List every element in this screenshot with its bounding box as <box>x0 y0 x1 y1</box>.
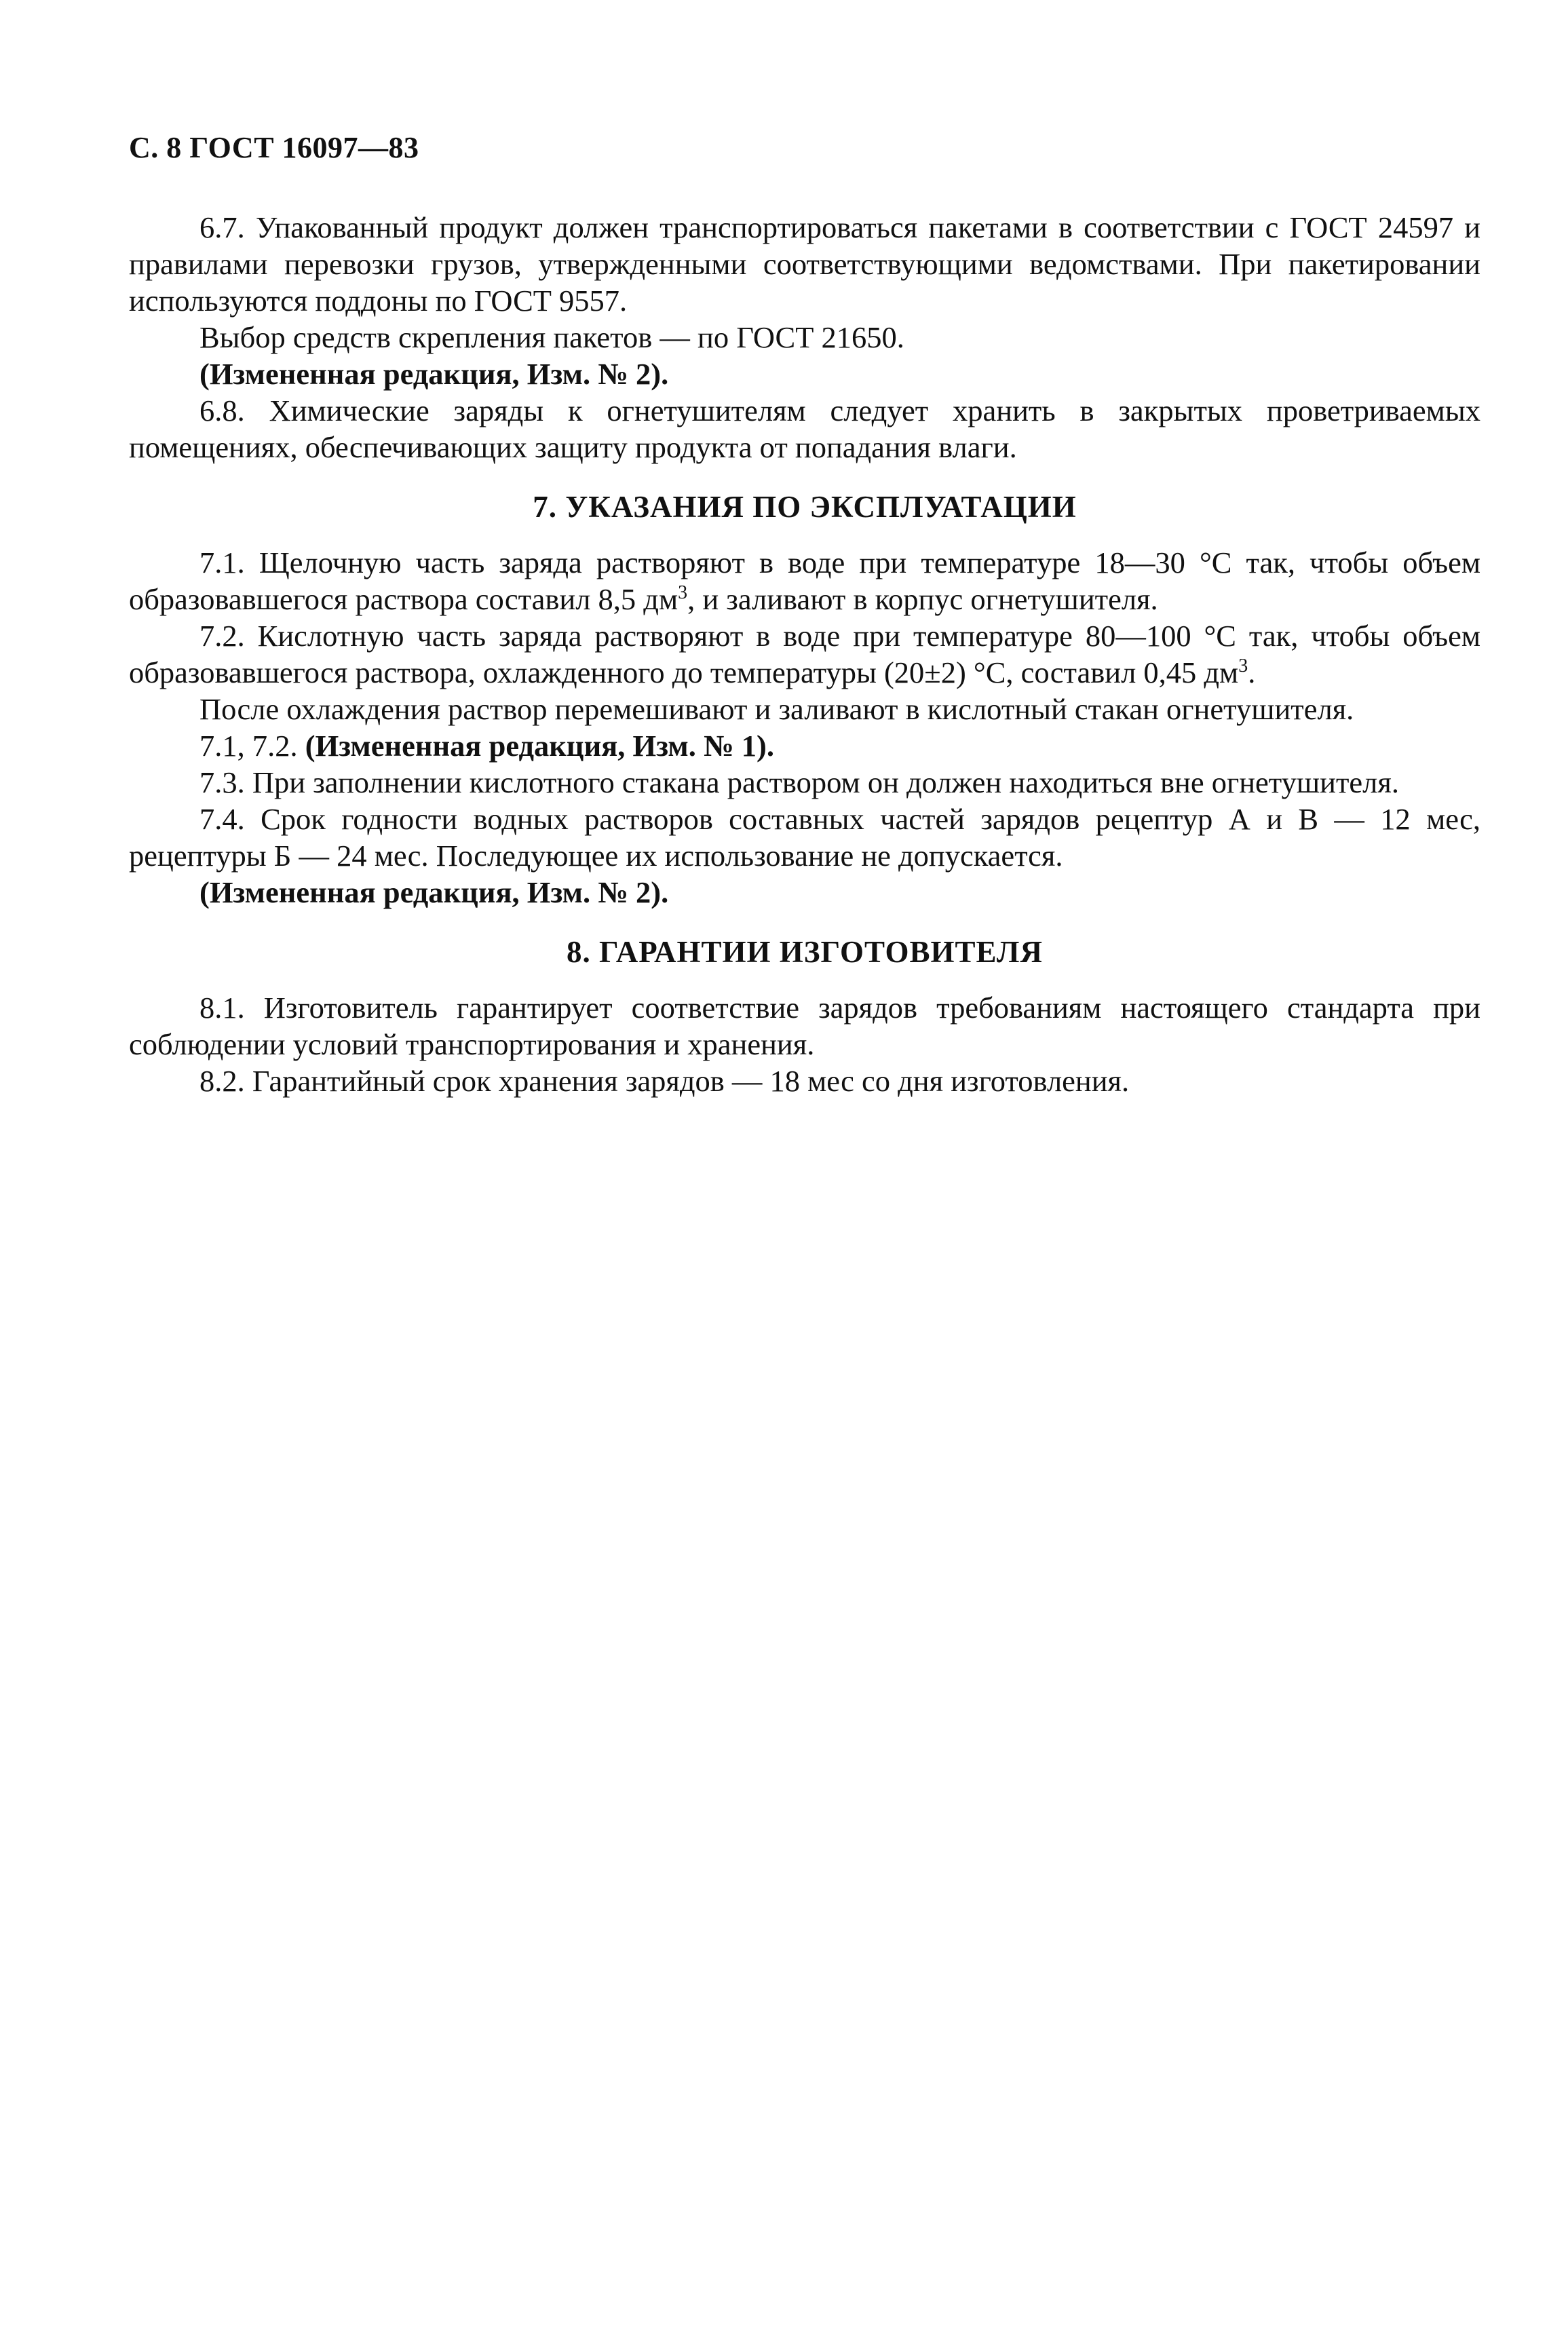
section-7-title: 7. УКАЗАНИЯ ПО ЭКСПЛУАТАЦИИ <box>533 490 1077 524</box>
amendment-note-6: (Измененная редакция, Изм. № 2). <box>199 357 669 391</box>
clause-7-1-exponent: 3 <box>678 582 688 604</box>
clause-7-2-exponent: 3 <box>1238 655 1248 677</box>
clause-8-1: 8.1. Изготовитель гарантирует соответствие зарядов требованиям настоящего стандарта при соблюдении условий транспортирования и хранения. <box>129 991 1480 1061</box>
document-body <box>129 209 1480 1099</box>
clause-7-4: 7.4. Срок годности водных растворов составных частей зарядов рецептур А и В — 12 мес, рецептуры Б — 24 мес. Последующее их использование не допускается. <box>129 802 1480 873</box>
page-header: С. 8 ГОСТ 16097—83 <box>129 131 419 164</box>
clause-7-2 <box>129 617 1480 691</box>
amendment-note-7-1-prefix: 7.1, 7.2. <box>199 729 305 763</box>
clause-7-1 <box>129 544 1480 617</box>
clause-7-3: 7.3. При заполнении кислотного стакана раствором он должен находиться вне огнетушителя. <box>199 765 1399 799</box>
clause-6-7: 6.7. Упакованный продукт должен транспортироваться пакетами в соответствии с ГОСТ 24597 и правилами перевозки грузов, утвержденными соответствующими ведомствами. При пакетировании используются поддоны по ГОСТ 9557. <box>129 210 1480 318</box>
amendment-note-7-2: (Измененная редакция, Изм. № 2). <box>199 875 669 909</box>
clause-7-1-text: 7.1. Щелочную часть заряда растворяют в воде при температуре 18—30 °С так, чтобы объем образовавшегося раствора составил 8,5 дм <box>129 546 1480 616</box>
amendment-note-7-1 <box>129 727 1480 764</box>
clause-7-2-tail: . <box>1248 655 1256 689</box>
clause-8-2: 8.2. Гарантийный срок хранения зарядов — 18 мес со дня изготовления. <box>199 1064 1130 1098</box>
clause-7-2-text: 7.2. Кислотную часть заряда растворяют в воде при температуре 80—100 °С так, чтобы объем образовавшегося раствора, охлажденного до температуры (20±2) °С, составил 0,45 дм <box>129 619 1480 689</box>
clause-6-8: 6.8. Химические заряды к огнетушителям следует хранить в закрытых проветриваемых помещениях, обеспечивающих защиту продукта от попадания влаги. <box>129 394 1480 464</box>
amendment-note-7-1-text: (Измененная редакция, Изм. № 1). <box>305 729 774 763</box>
clause-6-7-fastening: Выбор средств скрепления пакетов — по ГОСТ 21650. <box>199 320 904 354</box>
clause-7-2-cooling: После охлаждения раствор перемешивают и заливают в кислотный стакан огнетушителя. <box>199 692 1354 726</box>
section-8-title: 8. ГАРАНТИИ ИЗГОТОВИТЕЛЯ <box>567 935 1043 969</box>
clause-7-1-tail: , и заливают в корпус огнетушителя. <box>687 582 1158 616</box>
